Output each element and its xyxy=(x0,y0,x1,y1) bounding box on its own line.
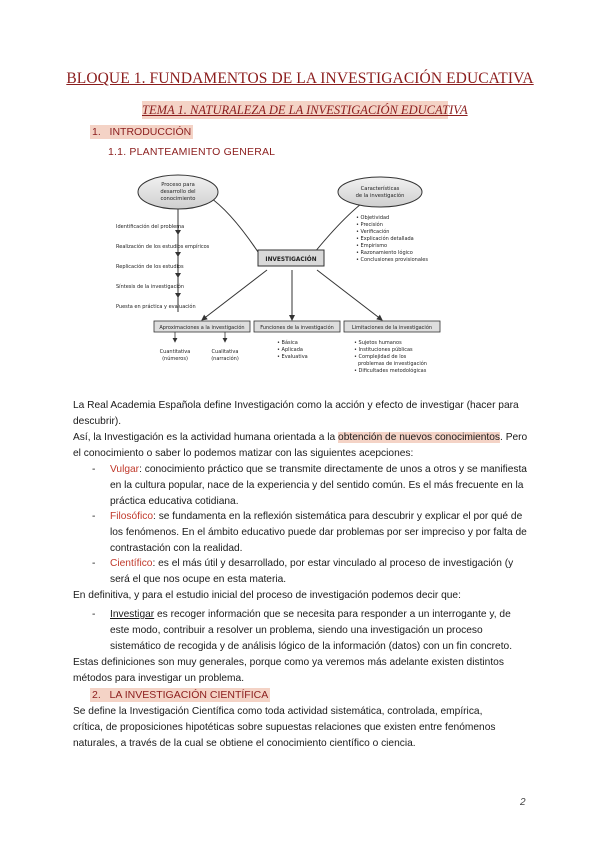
bullet-mark: - xyxy=(92,609,96,620)
process-step: Replicación de los estudios xyxy=(116,264,184,270)
arrow-to-approaches xyxy=(202,270,267,320)
list-item-investigar: Investigar es recoger información que se necesita para responder a un interrogante y, de este modo, contribuir a resolver un problema, siendo una investigación un proceso sistemático de recogida y de análisis lógico de la información (datos) con un fin concreto. xyxy=(110,609,513,652)
limitations-title: Limitaciones de la investigación xyxy=(351,325,433,331)
highlight-new-knowledge: obtención de nuevos conocimientos xyxy=(338,432,501,443)
section-investigacion-cientifica-heading xyxy=(90,688,270,702)
list-item-cientifico: Científico: es el más útil y desarrollado, por estar vinculado al proceso de investigación (y será el que nos ocupe en esta materia. xyxy=(110,558,514,585)
limitation-item: • Instituciones públicas xyxy=(354,347,413,353)
characteristic-item: • Explicación detallada xyxy=(356,236,414,242)
function-item: • Evaluativa xyxy=(277,354,308,360)
characteristic-item: • Precisión xyxy=(356,222,383,228)
paragraph-general-definitions: Estas definiciones son muy generales, porque como ya veremos más adelante existen distintos métodos para investigar un problema. xyxy=(73,657,504,684)
functions-title: Funciones de la investigación xyxy=(260,325,334,331)
process-step: Puesta en práctica y evaluación xyxy=(116,304,196,310)
approach-name: Cualitativa xyxy=(211,349,239,355)
approach-name: Cuantitativa xyxy=(159,349,191,355)
term-filosofico: Filosófico xyxy=(110,511,154,522)
topic-title: TEMA 1. NATURALEZA DE LA INVESTIGACIÓN EDUCATIVA xyxy=(142,103,468,117)
characteristic-item: • Razonamiento lógico xyxy=(356,250,413,256)
characteristic-item: • Verificación xyxy=(356,229,390,235)
section-introduccion-heading xyxy=(90,125,193,139)
investigation-diagram xyxy=(112,172,446,390)
process-title-line: Proceso para xyxy=(161,182,195,188)
function-item: • Aplicada xyxy=(277,347,303,353)
characteristics-title-line: de la investigación xyxy=(355,193,405,199)
subsection-heading: 1.1. PLANTEAMIENTO GENERAL xyxy=(108,146,276,158)
list-item-filosofico: Filosófico: se fundamenta en la reflexión sistemática para descubrir y explicar el por qué de los fenómenos. En el ámbito educativo puede dar problemas por ser impreciso y por falta de contrastación con la realidad. xyxy=(110,511,527,554)
process-title-line: desarrollo del xyxy=(160,189,196,195)
characteristic-item: • Empirismo xyxy=(356,243,388,249)
bullet-mark: - xyxy=(92,511,96,522)
process-step: Síntesis de la investigación xyxy=(116,284,184,290)
term-cientifico: Científico xyxy=(110,558,153,569)
limitation-item: • Sujetos humanos xyxy=(354,340,402,346)
approach-detail: (narración) xyxy=(211,356,239,362)
list-item-vulgar: Vulgar: conocimiento práctico que se transmite directamente de unos a otros y se manifiesta en la cultura popular, nace de la experiencia y del sentido común. Es el más frecuente en la práctica educativa cotidiana. xyxy=(110,464,527,507)
approaches-title: Aproximaciones a la investigación xyxy=(159,325,245,331)
process-step: Identificación del problema xyxy=(116,224,185,230)
term-vulgar: Vulgar xyxy=(110,464,140,475)
limitation-item: problemas de investigación xyxy=(358,361,427,367)
paragraph-rae-definition: La Real Academia Española define Investigación como la acción y efecto de investigar (hacer para descubrir). xyxy=(73,400,519,427)
process-title-line: conocimiento xyxy=(160,196,196,202)
approach-detail: (números) xyxy=(162,356,188,362)
section-label: LA INVESTIGACIÓN CIENTÍFICA xyxy=(109,689,269,701)
characteristics-title-line: Características xyxy=(360,186,400,192)
process-step: Realización de los estudios empíricos xyxy=(116,244,210,250)
function-item: • Básica xyxy=(277,340,298,346)
limitation-item: • Complejidad de los xyxy=(354,354,407,360)
limitation-item: • Dificultades metodológicas xyxy=(354,368,427,374)
section-number: 1. xyxy=(92,126,101,138)
section-number: 2. xyxy=(92,689,101,701)
main-title: BLOQUE 1. FUNDAMENTOS DE LA INVESTIGACIÓN EDUCATIVA xyxy=(66,70,534,87)
term-investigar: Investigar xyxy=(110,609,155,620)
arrow-to-limitations xyxy=(317,270,382,320)
section-label: INTRODUCCIÓN xyxy=(109,126,192,138)
page-number: 2 xyxy=(520,797,526,808)
characteristic-item: • Conclusiones provisionales xyxy=(356,257,428,263)
paragraph-scientific-investigation: Se define la Investigación Científica como toda actividad sistemática, controlada, empírica, crítica, de proposiciones hipotéticas sobre supuestas relaciones que existen entre fenómenos naturales, a través de la cual se obtiene el conocimiento científico o ciencia. xyxy=(73,706,496,749)
characteristics-ellipse xyxy=(338,177,422,207)
center-label: INVESTIGACIÓN xyxy=(265,257,317,263)
bullet-mark: - xyxy=(92,464,96,475)
paragraph-investigation-definition: Así, la Investigación es la actividad humana orientada a la obtención de nuevos conocimientos. Pero el conocimiento o saber lo podemos matizar con las siguientes acepciones: xyxy=(73,432,528,459)
bullet-mark: - xyxy=(92,558,96,569)
characteristic-item: • Objetividad xyxy=(356,215,390,221)
paragraph-in-summary: En definitiva, y para el estudio inicial del proceso de investigación podemos decir que: xyxy=(73,590,461,601)
arrow-to-process xyxy=(208,196,262,258)
